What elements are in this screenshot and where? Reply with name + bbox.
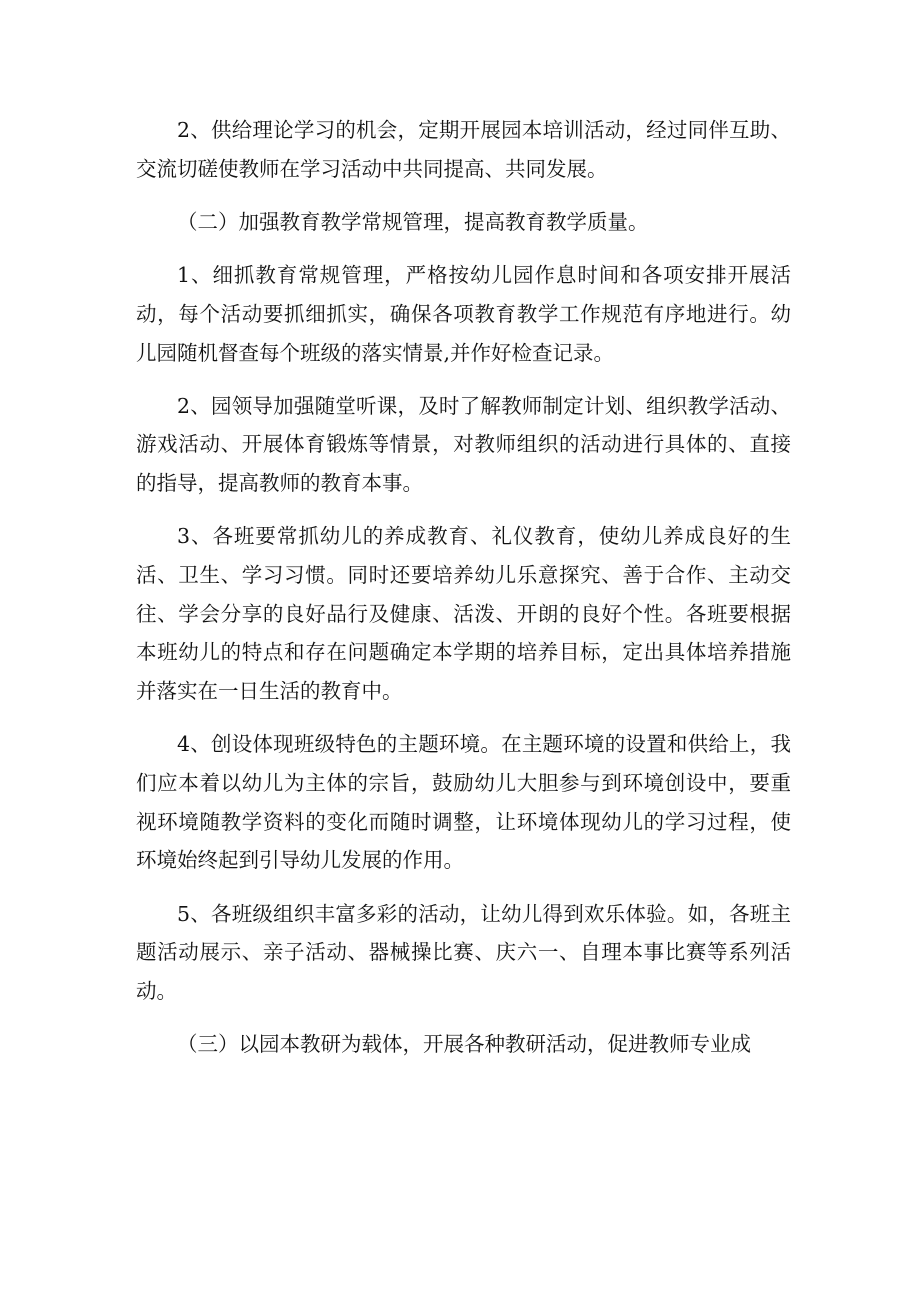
section-heading-2: （二）加强教育教学常规管理，提高教育教学质量。 <box>177 209 649 234</box>
section-heading-3: （三）以园本教研为载体，开展各种教研活动，促进教师专业成 <box>177 1032 751 1057</box>
paragraph-activities: 5、各班级组织丰富多彩的活动，让幼儿得到欢乐体验。如，各班主题活动展示、亲子活动、器械操比赛、庆六一、自理本事比赛等系列活动。 <box>136 901 791 1004</box>
paragraph-training: 2、供给理论学习的机会，定期开展园本培训活动，经过同伴互助、交流切磋使教师在学习活动中共同提高、共同发展。 <box>136 118 791 181</box>
paragraph-lesson-observation: 2、园领导加强随堂听课，及时了解教师制定计划、组织教学活动、游戏活动、开展体育锻炼等情景，对教师组织的活动进行具体的、直接的指导，提高教师的教育本事。 <box>136 393 791 496</box>
document-page <box>136 111 791 1064</box>
paragraph-habit-education: 3、各班要常抓幼儿的养成教育、礼仪教育，使幼儿养成良好的生活、卫生、学习习惯。同时还要培养幼儿乐意探究、善于合作、主动交往、学会分享的良好品行及健康、活泼、开朗的良好个性。各班要根据本班幼儿的特点和存在问题确定本学期的培养目标，定出具体培养措施并落实在一日生活的教育中。 <box>136 524 791 704</box>
paragraph-theme-environment: 4、创设体现班级特色的主题环境。在主题环境的设置和供给上，我们应本着以幼儿为主体的宗旨，鼓励幼儿大胆参与到环境创设中，要重视环境随教学资料的变化而随时调整，让环境体现幼儿的学习过程，使环境始终起到引导幼儿发展的作用。 <box>136 732 791 873</box>
paragraph-routine-management: 1、细抓教育常规管理，严格按幼儿园作息时间和各项安排开展活动，每个活动要抓细抓实，确保各项教育教学工作规范有序地进行。幼儿园随机督查每个班级的落实情景,并作好检查记录。 <box>136 263 791 365</box>
